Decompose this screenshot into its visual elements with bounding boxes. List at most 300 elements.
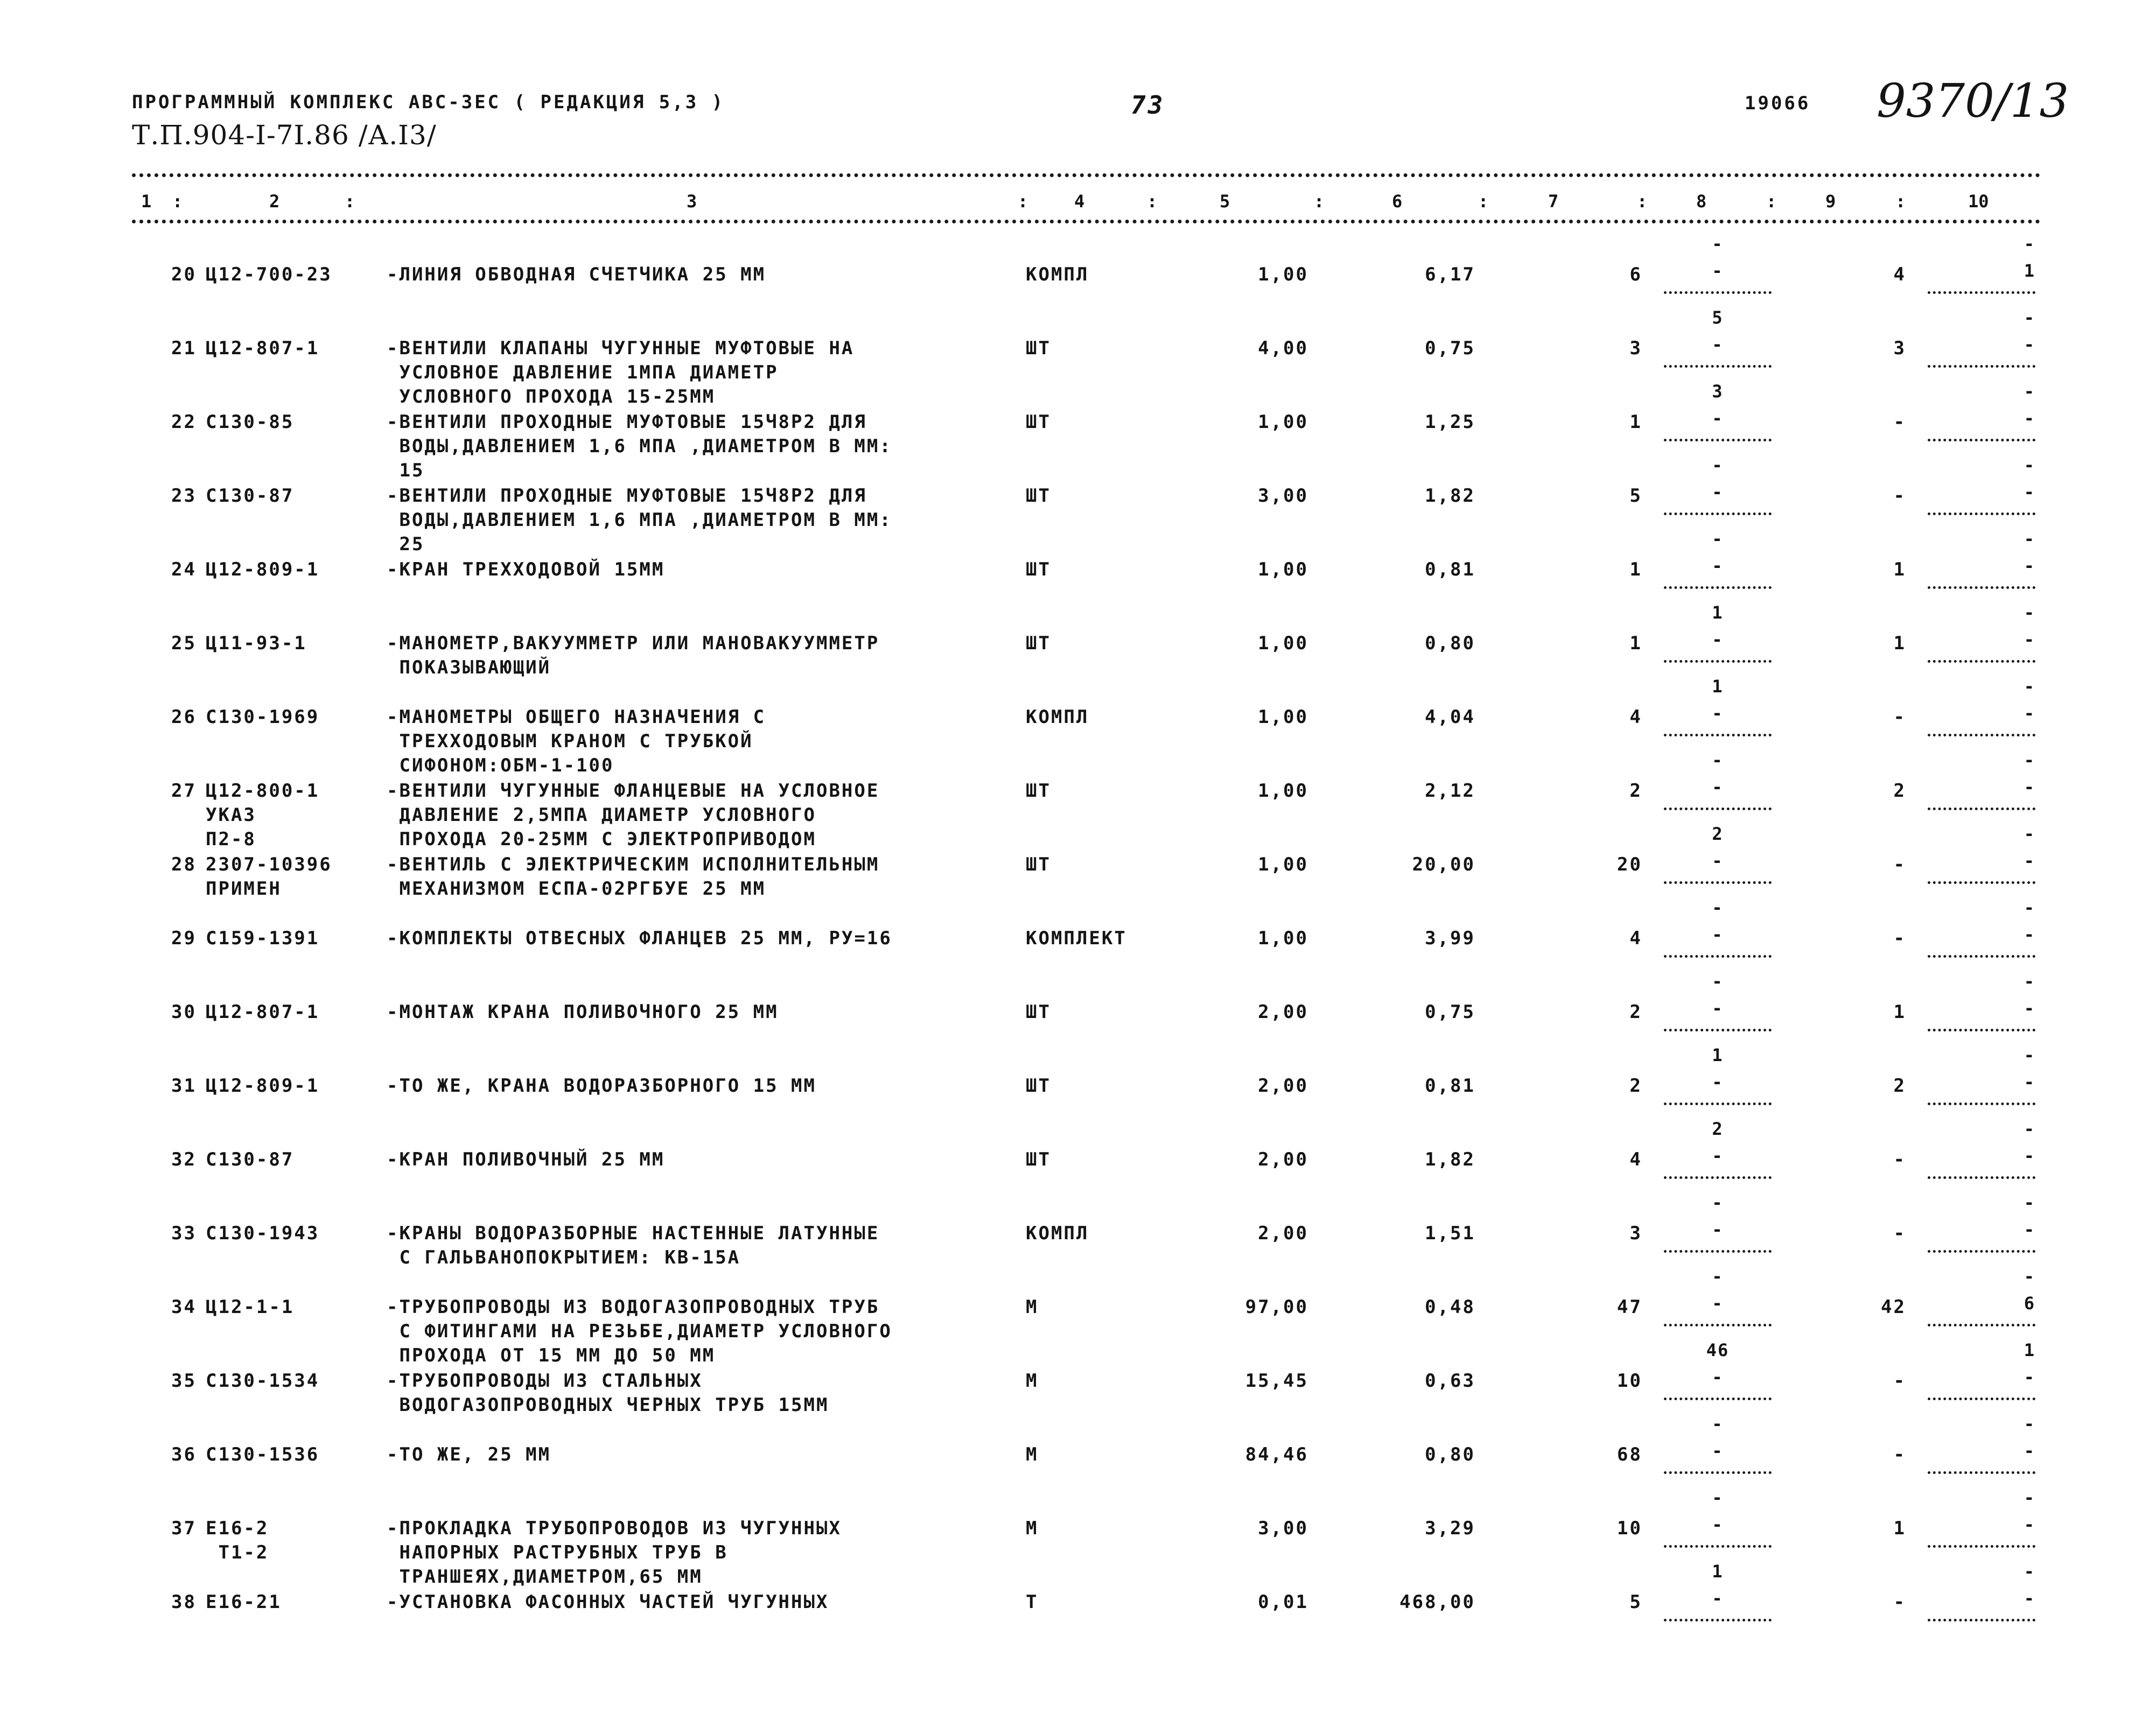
- column-8-fraction: [1664, 528, 1777, 609]
- document-code: 19066: [1745, 93, 1811, 114]
- column-8-fraction-top: 1: [1712, 676, 1724, 697]
- rate-code: Ц11-93-1: [206, 633, 307, 654]
- column-10-fraction-value: 6: [2024, 1293, 2035, 1314]
- quantity: 1,00: [1258, 633, 1308, 654]
- column-10-fraction-top: -: [2024, 1119, 2035, 1139]
- total-cost: 68: [1617, 1444, 1642, 1465]
- column-10-fraction-top: -: [2024, 1266, 2035, 1287]
- row-number: 22: [171, 411, 197, 433]
- column-8-fraction-top: -: [1712, 529, 1724, 549]
- column-10-fraction-top: -: [2024, 1045, 2035, 1065]
- column-10-fraction-top: -: [2024, 1192, 2035, 1213]
- column-10-fraction-value: -: [2024, 1367, 2035, 1387]
- column-10-fraction: [1928, 1487, 2041, 1568]
- column-10-fraction-value: -: [2024, 1588, 2035, 1609]
- row-number: 38: [171, 1591, 197, 1613]
- total-cost: 10: [1617, 1518, 1642, 1539]
- rate-code: 2307-10396 ПРИМЕН: [206, 854, 332, 900]
- table-row: [0, 381, 2156, 484]
- column-9-value: -: [1893, 854, 1906, 875]
- work-description: -МОНТАЖ КРАНА ПОЛИВОЧНОГО 25 ММ: [387, 1001, 779, 1023]
- column-10-fraction-top: -: [2024, 529, 2035, 549]
- column-10-fraction-line: [1928, 1619, 2035, 1621]
- table-row: [0, 529, 2156, 631]
- column-8-fraction-value: -: [1712, 1588, 1724, 1609]
- column-10-fraction-line: [1928, 1250, 2035, 1253]
- row-number: 29: [171, 928, 197, 949]
- column-8-fraction: [1664, 1561, 1777, 1641]
- work-description: -ВЕНТИЛИ ПРОХОДНЫЕ МУФТОВЫЕ 15Ч8Р2 ДЛЯ ВОДЫ,ДАВЛЕНИЕМ 1,6 МПА ,ДИАМЕТРОМ В ММ: 15: [387, 411, 892, 481]
- column-10-fraction-value: -: [2024, 629, 2035, 650]
- column-10-fraction: [1928, 528, 2041, 609]
- row-number: 30: [171, 1001, 197, 1023]
- unit-of-measure: ШТ: [1026, 633, 1051, 654]
- column-10-fraction-line: [1928, 1398, 2035, 1400]
- total-cost: 20: [1617, 854, 1642, 875]
- column-10-fraction-value: -: [2024, 924, 2035, 945]
- unit-price: 1,25: [1425, 411, 1475, 433]
- column-8-fraction: [1664, 1044, 1777, 1125]
- unit-of-measure: ШТ: [1026, 1149, 1051, 1170]
- column-8-fraction: [1664, 1339, 1777, 1420]
- column-9-value: 3: [1893, 338, 1906, 359]
- column-8-fraction-line: [1664, 955, 1772, 958]
- column-8-fraction-line: [1664, 1471, 1772, 1474]
- table-row: [0, 1561, 2156, 1664]
- column-8-fraction-value: -: [1712, 777, 1724, 797]
- quantity: 1,00: [1258, 928, 1308, 949]
- rate-code: Е16-21: [206, 1591, 282, 1613]
- quantity: 3,00: [1258, 1518, 1308, 1539]
- unit-of-measure: М: [1026, 1518, 1039, 1539]
- unit-of-measure: ШТ: [1026, 854, 1051, 875]
- rate-code: Ц12-1-1: [206, 1296, 295, 1318]
- rate-code: С130-87: [206, 485, 295, 507]
- unit-price: 0,80: [1425, 633, 1475, 654]
- quantity: 2,00: [1258, 1149, 1308, 1170]
- column-8-fraction-line: [1664, 1619, 1772, 1621]
- column-8-fraction-top: -: [1712, 897, 1724, 918]
- column-separator: :: [1637, 191, 1648, 212]
- unit-price: 2,12: [1425, 780, 1475, 802]
- total-cost: 2: [1629, 1075, 1642, 1097]
- column-10-fraction: [1928, 233, 2041, 314]
- unit-of-measure: М: [1026, 1296, 1039, 1318]
- table-row: [0, 824, 2156, 926]
- unit-price: 468,00: [1399, 1591, 1475, 1613]
- total-cost: 1: [1629, 633, 1642, 654]
- column-9-value: 1: [1893, 1518, 1906, 1539]
- total-cost: 4: [1629, 706, 1642, 728]
- column-9-value: -: [1893, 1444, 1906, 1465]
- unit-of-measure: ШТ: [1026, 1001, 1051, 1023]
- table-row: [0, 1340, 2156, 1443]
- work-description: -МАНОМЕТРЫ ОБЩЕГО НАЗНАЧЕНИЯ С ТРЕХХОДОВЫМ КРАНОМ С ТРУБКОЙ СИФОНОМ:ОБМ-1-100: [387, 706, 766, 776]
- column-8-fraction: [1664, 823, 1777, 904]
- rate-code: С159-1391: [206, 928, 320, 949]
- work-description: -ПРОКЛАДКА ТРУБОПРОВОДОВ ИЗ ЧУГУННЫХ НАПОРНЫХ РАСТРУБНЫХ ТРУБ В ТРАНШЕЯХ,ДИАМЕТРОМ,65 ММ: [387, 1518, 842, 1588]
- column-10-fraction-value: -: [2024, 1146, 2035, 1166]
- column-10-fraction-top: -: [2024, 1561, 2035, 1582]
- unit-of-measure: Т: [1026, 1591, 1039, 1613]
- column-10-fraction-top: -: [2024, 750, 2035, 770]
- column-10-fraction-line: [1928, 1103, 2035, 1105]
- unit-price: 20,00: [1412, 854, 1475, 875]
- column-10-fraction-value: -: [2024, 408, 2035, 429]
- column-10-fraction-value: 1: [2024, 261, 2035, 281]
- column-separator: :: [1766, 191, 1777, 212]
- row-number: 25: [171, 633, 197, 654]
- column-9-value: -: [1893, 485, 1906, 507]
- column-8-fraction-value: -: [1712, 1072, 1724, 1092]
- column-8-fraction-line: [1664, 1176, 1772, 1179]
- row-number: 23: [171, 485, 197, 507]
- rate-code: Е16-2 Т1-2: [206, 1518, 269, 1563]
- column-8-fraction: [1664, 676, 1777, 756]
- column-number-8: 8: [1696, 191, 1707, 212]
- column-8-fraction-value: -: [1712, 1293, 1724, 1314]
- column-number-2: 2: [269, 191, 280, 212]
- total-cost: 2: [1629, 780, 1642, 802]
- column-8-fraction-top: -: [1712, 750, 1724, 770]
- unit-of-measure: М: [1026, 1444, 1039, 1465]
- column-9-value: -: [1893, 1370, 1906, 1392]
- page-number: 73: [1131, 90, 1165, 120]
- column-separator: :: [1147, 191, 1158, 212]
- unit-price: 6,17: [1425, 264, 1475, 285]
- column-10-fraction-line: [1928, 1324, 2035, 1326]
- column-10-fraction: [1928, 823, 2041, 904]
- unit-of-measure: КОМПЛ: [1026, 1223, 1089, 1244]
- column-8-fraction-value: -: [1712, 261, 1724, 281]
- column-9-value: -: [1893, 706, 1906, 728]
- column-10-fraction-value: -: [2024, 703, 2035, 724]
- column-number-7: 7: [1548, 191, 1559, 212]
- column-8-fraction: [1664, 971, 1777, 1051]
- column-8-fraction-value: -: [1712, 408, 1724, 429]
- row-number: 24: [171, 559, 197, 580]
- column-8-fraction-top: 5: [1712, 307, 1724, 328]
- column-10-fraction-value: -: [2024, 1441, 2035, 1461]
- work-description: -КРАН ПОЛИВОЧНЫЙ 25 ММ: [387, 1149, 665, 1170]
- column-10-fraction-line: [1928, 1029, 2035, 1031]
- row-number: 36: [171, 1444, 197, 1465]
- column-10-fraction-value: -: [2024, 482, 2035, 502]
- work-description: -ВЕНТИЛИ ЧУГУННЫЕ ФЛАНЦЕВЫЕ НА УСЛОВНОЕ ДАВЛЕНИЕ 2,5МПА ДИАМЕТР УСЛОВНОГО ПРОХОДА 20-25ММ С ЭЛЕКТРОПРИВОДОМ: [387, 780, 880, 850]
- work-description: -ТО ЖЕ, 25 ММ: [387, 1444, 551, 1465]
- quantity: 1,00: [1258, 854, 1308, 875]
- unit-price: 1,82: [1425, 1149, 1475, 1170]
- row-number: 27: [171, 780, 197, 802]
- column-10-fraction-value: -: [2024, 334, 2035, 355]
- column-10-fraction-line: [1928, 1545, 2035, 1548]
- table-row: [0, 897, 2156, 1000]
- column-8-fraction-value: -: [1712, 482, 1724, 502]
- quantity: 0,01: [1258, 1591, 1308, 1613]
- column-10-fraction: [1928, 897, 2041, 978]
- column-8-fraction-value: -: [1712, 1367, 1724, 1387]
- column-number-4: 4: [1074, 191, 1085, 212]
- unit-price: 4,04: [1425, 706, 1475, 728]
- column-10-fraction-value: -: [2024, 1514, 2035, 1535]
- column-separator: :: [1314, 191, 1325, 212]
- quantity: 1,00: [1258, 411, 1308, 433]
- row-number: 28: [171, 854, 197, 875]
- column-8-fraction-top: -: [1712, 971, 1724, 992]
- column-8-fraction-value: -: [1712, 1441, 1724, 1461]
- column-9-value: 2: [1893, 1075, 1906, 1097]
- row-number: 34: [171, 1296, 197, 1318]
- column-8-fraction-top: -: [1712, 1414, 1724, 1434]
- quantity: 97,00: [1245, 1296, 1308, 1318]
- column-9-value: -: [1893, 1149, 1906, 1170]
- column-9-value: -: [1893, 411, 1906, 433]
- column-10-fraction-line: [1928, 808, 2035, 810]
- row-number: 31: [171, 1075, 197, 1097]
- unit-price: 3,99: [1425, 928, 1475, 949]
- unit-of-measure: ШТ: [1026, 338, 1051, 359]
- quantity: 1,00: [1258, 706, 1308, 728]
- unit-price: 0,63: [1425, 1370, 1475, 1392]
- column-separator: :: [172, 191, 183, 212]
- total-cost: 4: [1629, 1149, 1642, 1170]
- column-10-fraction: [1928, 1044, 2041, 1125]
- work-description: -ВЕНТИЛИ КЛАПАНЫ ЧУГУННЫЕ МУФТОВЫЕ НА УСЛОВНОЕ ДАВЛЕНИЕ 1МПА ДИАМЕТР УСЛОВНОГО ПРОХОДА 15-25ММ: [387, 338, 855, 408]
- column-8-fraction: [1664, 233, 1777, 314]
- column-separator: :: [345, 191, 355, 212]
- column-10-fraction: [1928, 1192, 2041, 1273]
- column-8-fraction-value: -: [1712, 924, 1724, 945]
- column-10-fraction-line: [1928, 734, 2035, 736]
- total-cost: 4: [1629, 928, 1642, 949]
- total-cost: 1: [1629, 559, 1642, 580]
- column-9-value: -: [1893, 928, 1906, 949]
- column-10-fraction-line: [1928, 513, 2035, 515]
- row-number: 35: [171, 1370, 197, 1392]
- total-cost: 10: [1617, 1370, 1642, 1392]
- unit-price: 0,81: [1425, 559, 1475, 580]
- unit-price: 0,81: [1425, 1075, 1475, 1097]
- column-8-fraction: [1664, 307, 1777, 388]
- column-8-fraction-line: [1664, 1324, 1772, 1326]
- work-description: -КОМПЛЕКТЫ ОТВЕСНЫХ ФЛАНЦЕВ 25 ММ, РУ=16: [387, 928, 892, 949]
- rate-code: Ц12-809-1: [206, 1075, 320, 1097]
- quantity: 2,00: [1258, 1075, 1308, 1097]
- total-cost: 1: [1629, 411, 1642, 433]
- column-8-fraction: [1664, 381, 1777, 461]
- column-8-fraction-line: [1664, 734, 1772, 736]
- column-separator: :: [1478, 191, 1489, 212]
- row-number: 33: [171, 1223, 197, 1244]
- column-10-fraction-top: -: [2024, 381, 2035, 402]
- column-9-value: -: [1893, 1591, 1906, 1613]
- row-number: 21: [171, 338, 197, 359]
- unit-price: 0,75: [1425, 338, 1475, 359]
- column-10-fraction: [1928, 1118, 2041, 1199]
- column-8-fraction-line: [1664, 439, 1772, 441]
- table-row: [0, 971, 2156, 1074]
- table-top-rule: [132, 173, 2041, 177]
- column-number-1: 1: [141, 191, 152, 212]
- column-8-fraction-value: -: [1712, 556, 1724, 576]
- column-10-fraction-top: -: [2024, 824, 2035, 844]
- unit-of-measure: КОМПЛ: [1026, 264, 1089, 285]
- work-description: -КРАНЫ ВОДОРАЗБОРНЫЕ НАСТЕННЫЕ ЛАТУННЫЕ С ГАЛЬВАНОПОКРЫТИЕМ: КВ-15А: [387, 1223, 880, 1268]
- column-number-9: 9: [1825, 191, 1836, 212]
- column-10-fraction-top: -: [2024, 1414, 2035, 1434]
- work-description: -УСТАНОВКА ФАСОННЫХ ЧАСТЕЙ ЧУГУННЫХ: [387, 1591, 829, 1613]
- work-description: -ТРУБОПРОВОДЫ ИЗ СТАЛЬНЫХ ВОДОГАЗОПРОВОДНЫХ ЧЕРНЫХ ТРУБ 15ММ: [387, 1370, 829, 1416]
- unit-price: 1,51: [1425, 1223, 1475, 1244]
- column-10-fraction-line: [1928, 291, 2035, 294]
- table-row: [0, 1119, 2156, 1221]
- column-8-fraction-value: -: [1712, 1146, 1724, 1166]
- unit-of-measure: КОМПЛЕКТ: [1026, 928, 1127, 949]
- rate-code: Ц12-800-1 УКАЗ П2-8: [206, 780, 320, 850]
- column-10-fraction: [1928, 676, 2041, 756]
- column-8-fraction: [1664, 454, 1777, 535]
- column-10-fraction-top: -: [2024, 1487, 2035, 1508]
- column-10-fraction: [1928, 602, 2041, 683]
- column-8-fraction-top: -: [1712, 234, 1724, 254]
- work-description: -ВЕНТИЛЬ С ЭЛЕКТРИЧЕСКИМ ИСПОЛНИТЕЛЬНЫМ МЕХАНИЗМОМ ЕСПА-02РГБУЕ 25 ММ: [387, 854, 880, 900]
- row-number: 26: [171, 706, 197, 728]
- quantity: 84,46: [1245, 1444, 1308, 1465]
- column-8-fraction-value: -: [1712, 1514, 1724, 1535]
- column-10-fraction-line: [1928, 660, 2035, 663]
- column-10-fraction-line: [1928, 881, 2035, 884]
- quantity: 1,00: [1258, 780, 1308, 802]
- column-9-value: 4: [1893, 264, 1906, 285]
- total-cost: 3: [1629, 338, 1642, 359]
- column-10-fraction-top: -: [2024, 234, 2035, 254]
- rate-code: Ц12-807-1: [206, 338, 320, 359]
- column-8-fraction: [1664, 1487, 1777, 1568]
- row-number: 20: [171, 264, 197, 285]
- column-number-3: 3: [687, 191, 697, 212]
- rate-code: С130-1969: [206, 706, 320, 728]
- column-8-fraction-line: [1664, 1103, 1772, 1105]
- quantity: 3,00: [1258, 485, 1308, 507]
- quantity: 2,00: [1258, 1001, 1308, 1023]
- column-8-fraction-top: 2: [1712, 824, 1724, 844]
- unit-price: 0,48: [1425, 1296, 1475, 1318]
- column-8-fraction-line: [1664, 881, 1772, 884]
- column-8-fraction-value: -: [1712, 851, 1724, 871]
- column-8-fraction-value: -: [1712, 629, 1724, 650]
- column-10-fraction-line: [1928, 1471, 2035, 1474]
- column-8-fraction-top: 2: [1712, 1119, 1724, 1139]
- table-row: [0, 455, 2156, 558]
- column-8-fraction: [1664, 602, 1777, 683]
- unit-of-measure: ШТ: [1026, 1075, 1051, 1097]
- row-number: 37: [171, 1518, 197, 1539]
- column-8-fraction-top: 46: [1706, 1340, 1730, 1360]
- column-number-5: 5: [1220, 191, 1230, 212]
- table-row: [0, 602, 2156, 705]
- quantity: 2,00: [1258, 1223, 1308, 1244]
- quantity: 4,00: [1258, 338, 1308, 359]
- column-8-fraction-top: 1: [1712, 1561, 1724, 1582]
- column-9-value: 2: [1893, 780, 1906, 802]
- quantity: 1,00: [1258, 264, 1308, 285]
- rate-code: С130-1534: [206, 1370, 320, 1392]
- column-10-fraction: [1928, 1561, 2041, 1641]
- document-number: Т.П.904-I-7I.86 /А.I3/: [132, 120, 437, 151]
- column-10-fraction-line: [1928, 586, 2035, 589]
- column-10-fraction: [1928, 1339, 2041, 1420]
- work-description: -МАНОМЕТР,ВАКУУММЕТР ИЛИ МАНОВАКУУММЕТР ПОКАЗЫВАЮЩИЙ: [387, 633, 880, 678]
- column-9-value: 1: [1893, 633, 1906, 654]
- column-10-fraction-value: -: [2024, 851, 2035, 871]
- work-description: -ТРУБОПРОВОДЫ ИЗ ВОДОГАЗОПРОВОДНЫХ ТРУБ С ФИТИНГАМИ НА РЕЗЬБЕ,ДИАМЕТР УСЛОВНОГО ПРОХОДА ОТ 15 ММ ДО 50 ММ: [387, 1296, 892, 1366]
- column-9-value: 1: [1893, 1001, 1906, 1023]
- column-8-fraction: [1664, 1413, 1777, 1494]
- column-10-fraction-value: -: [2024, 777, 2035, 797]
- table-row: [0, 750, 2156, 853]
- column-8-fraction-value: -: [1712, 334, 1724, 355]
- column-8-fraction: [1664, 749, 1777, 830]
- header-bottom-rule: [132, 220, 2041, 223]
- column-8-fraction-line: [1664, 808, 1772, 810]
- column-8-fraction-line: [1664, 1398, 1772, 1400]
- rate-code: С130-85: [206, 411, 295, 433]
- column-8-fraction: [1664, 1192, 1777, 1273]
- column-10-fraction: [1928, 1266, 2041, 1346]
- work-description: -ВЕНТИЛИ ПРОХОДНЫЕ МУФТОВЫЕ 15Ч8Р2 ДЛЯ ВОДЫ,ДАВЛЕНИЕМ 1,6 МПА ,ДИАМЕТРОМ В ММ: 25: [387, 485, 892, 555]
- quantity: 1,00: [1258, 559, 1308, 580]
- column-10-fraction-top: -: [2024, 897, 2035, 918]
- column-8-fraction-line: [1664, 1545, 1772, 1548]
- column-10-fraction-top: -: [2024, 971, 2035, 992]
- table-row: [0, 1192, 2156, 1295]
- rate-code: С130-87: [206, 1149, 295, 1170]
- total-cost: 6: [1629, 264, 1642, 285]
- column-10-fraction-value: -: [2024, 1219, 2035, 1240]
- unit-of-measure: ШТ: [1026, 485, 1051, 507]
- column-8-fraction: [1664, 1266, 1777, 1346]
- column-10-fraction-top: -: [2024, 455, 2035, 475]
- column-10-fraction: [1928, 381, 2041, 461]
- work-description: -ЛИНИЯ ОБВОДНАЯ СЧЕТЧИКА 25 ММ: [387, 264, 766, 285]
- column-10-fraction-line: [1928, 1176, 2035, 1179]
- column-8-fraction-line: [1664, 586, 1772, 589]
- column-8-fraction-line: [1664, 365, 1772, 368]
- unit-of-measure: ШТ: [1026, 411, 1051, 433]
- column-8-fraction-line: [1664, 513, 1772, 515]
- column-8-fraction-value: -: [1712, 703, 1724, 724]
- column-10-fraction-line: [1928, 365, 2035, 368]
- unit-price: 0,80: [1425, 1444, 1475, 1465]
- unit-of-measure: ШТ: [1026, 559, 1051, 580]
- column-8-fraction-line: [1664, 291, 1772, 294]
- column-9-value: -: [1893, 1223, 1906, 1244]
- column-8-fraction-top: -: [1712, 1487, 1724, 1508]
- column-8-fraction-value: -: [1712, 1219, 1724, 1240]
- unit-of-measure: КОМПЛ: [1026, 706, 1089, 728]
- row-number: 32: [171, 1149, 197, 1170]
- program-title: ПРОГРАММНЫЙ КОМПЛЕКС АВС-3ЕС ( РЕДАКЦИЯ 5,3 ): [132, 92, 725, 113]
- column-10-fraction-value: -: [2024, 1072, 2035, 1092]
- column-10-fraction-value: -: [2024, 556, 2035, 576]
- column-8-fraction-top: -: [1712, 1192, 1724, 1213]
- column-10-fraction-line: [1928, 955, 2035, 958]
- column-8-fraction-line: [1664, 660, 1772, 663]
- handwritten-number: 9370/13: [1877, 74, 2069, 128]
- column-10-fraction-top: -: [2024, 602, 2035, 623]
- table-row: [0, 234, 2156, 336]
- rate-code: Ц12-809-1: [206, 559, 320, 580]
